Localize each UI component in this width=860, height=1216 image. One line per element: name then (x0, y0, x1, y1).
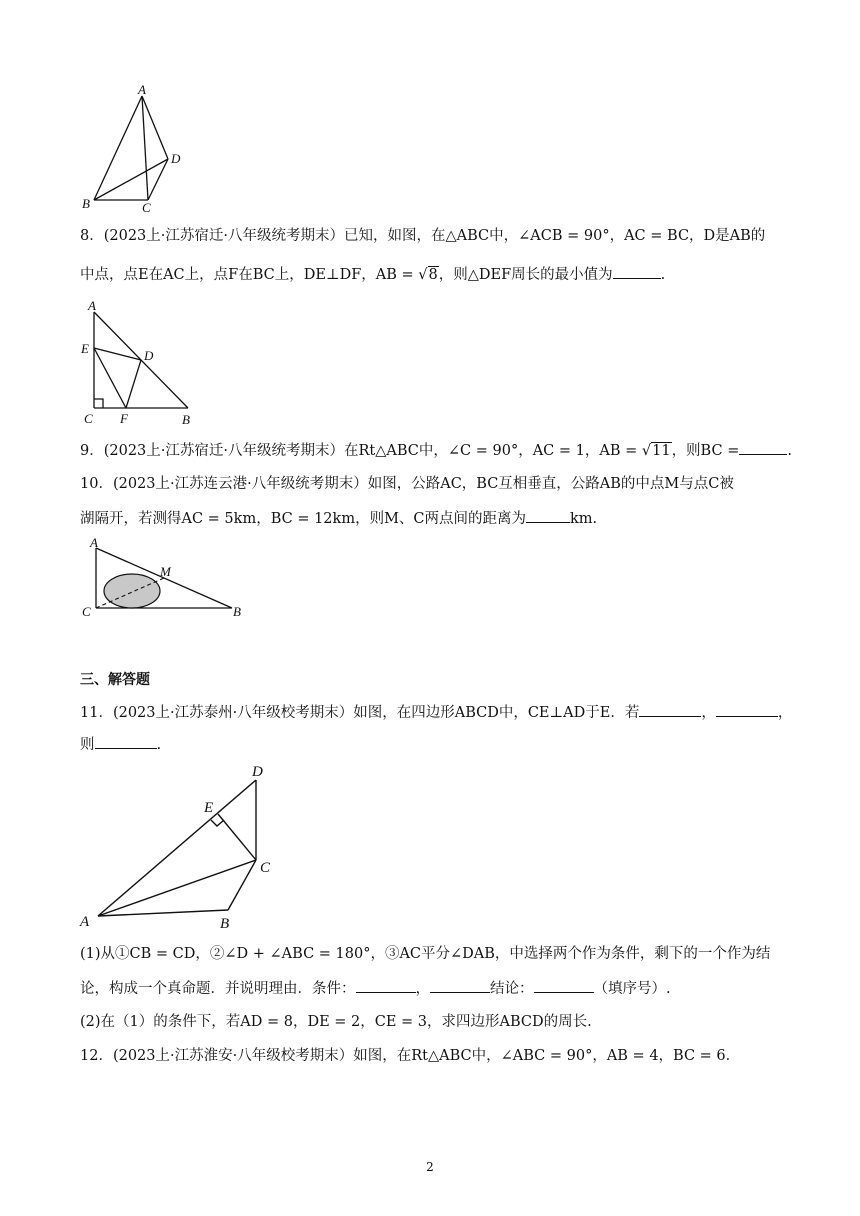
label-b: B (82, 196, 90, 211)
q11-cond-blank-1[interactable] (356, 978, 416, 993)
q11-line1 (80, 702, 793, 723)
q11-part1-line1: (1)从①CB = CD，②∠D + ∠ABC = 180°，③AC平分∠DAB，中选择两个作为条件，剩下的一个作为结 (80, 946, 771, 962)
q8-line2-end: . (660, 267, 666, 283)
q10-answer-blank[interactable] (526, 508, 570, 523)
q10-line1: 10．(2023上·江苏连云港·八年级统考期末）如图，公路AC，BC互相垂直，公路AB的中点M与点C被 (80, 476, 734, 492)
q11-line2 (80, 734, 780, 755)
figure-q7 (80, 82, 200, 217)
q8-line2: 中点，点E在AC上，点F在BC上，DE⊥DF，AB = √8，则△DEF周长的最小值为 . (80, 264, 780, 285)
label-c: C (142, 200, 151, 215)
lake-shape (104, 574, 160, 608)
q11-part1-line2 (80, 978, 780, 999)
q11-cond-blank-2[interactable] (430, 978, 490, 993)
label-b: B (220, 916, 230, 932)
page-number: 2 (426, 1160, 434, 1174)
q8-line1: 8．(2023上·江苏宿迁·八年级统考期末）已知，如图，在△ABC中，∠ACB = 90°，AC = BC，D是AB的 (80, 228, 766, 244)
q10-line2 (80, 508, 780, 529)
q9-line: 9．(2023上·江苏宿迁·八年级统考期末）在Rt△ABC中，∠C = 90°，AC = 1，AB = √11，则BC = . (80, 440, 780, 461)
label-c: C (260, 860, 271, 876)
figure-q8 (78, 298, 208, 430)
q11-line2-end: . (156, 737, 162, 753)
label-c: C (84, 411, 93, 426)
q11-blank-2[interactable] (716, 702, 778, 717)
q11-sep-1: ， (701, 705, 716, 721)
label-a: A (88, 298, 96, 313)
q8-line2-text-b: ，则△DEF周长的最小值为 (438, 267, 613, 283)
label-a: A (90, 535, 98, 550)
q11-part2: (2)在（1）的条件下，若AD = 8，DE = 2，CE = 3，求四边形ABCD的周长. (80, 1014, 592, 1030)
label-a: A (80, 914, 90, 930)
q8-sqrt: 8 (428, 267, 438, 283)
q9-text-b: ，则BC = (671, 443, 740, 459)
label-d: D (144, 348, 154, 363)
figure-q11 (78, 762, 290, 932)
label-f: F (120, 411, 128, 426)
q11-conclusion-blank[interactable] (534, 978, 594, 993)
q11-blank-1[interactable] (639, 702, 701, 717)
q9-end: . (787, 443, 792, 459)
label-b: B (182, 412, 190, 427)
q9-sqrt: 11 (652, 443, 671, 459)
q8-line2-text-a: 中点，点E在AC上，点F在BC上，DE⊥DF，AB = (80, 267, 419, 283)
label-e: E (204, 800, 214, 816)
label-m: M (160, 564, 171, 579)
label-a: A (138, 82, 146, 97)
q11-part1-sep: ， (415, 981, 430, 997)
label-d: D (171, 151, 181, 166)
q8-answer-blank[interactable] (613, 264, 661, 279)
q11-line2-text: 则 (80, 737, 95, 753)
q12-line: 12．(2023上·江苏淮安·八年级校考期末）如图，在Rt△ABC中，∠ABC = 90°，AB = 4，BC = 6． (80, 1048, 741, 1064)
q11-sep-2: ， (777, 705, 793, 721)
figure-q10 (80, 534, 255, 620)
q9-answer-blank[interactable] (739, 440, 787, 455)
label-b: B (233, 604, 241, 619)
label-e: E (81, 341, 89, 356)
q11-part1-conclusion: 结论： (490, 981, 534, 997)
q10-line2-text: 湖隔开，若测得AC = 5km，BC = 12km，则M、C两点间的距离为 (80, 511, 527, 527)
section-heading: 三、解答题 (80, 672, 150, 688)
q9-text-a: 9．(2023上·江苏宿迁·八年级统考期末）在Rt△ABC中，∠C = 90°，AC = 1，AB = (80, 443, 642, 459)
q11-line1-text: 11．(2023上·江苏泰州·八年级校考期末）如图，在四边形ABCD中，CE⊥AD于E．若 (80, 705, 640, 721)
q11-part1-text: 论，构成一个真命题．并说明理由．条件： (80, 981, 356, 997)
q10-unit: km. (570, 511, 598, 527)
q11-part1-end: （填序号）. (593, 981, 671, 997)
label-d: D (252, 764, 263, 780)
label-c: C (82, 604, 91, 619)
q11-blank-3[interactable] (95, 734, 157, 749)
